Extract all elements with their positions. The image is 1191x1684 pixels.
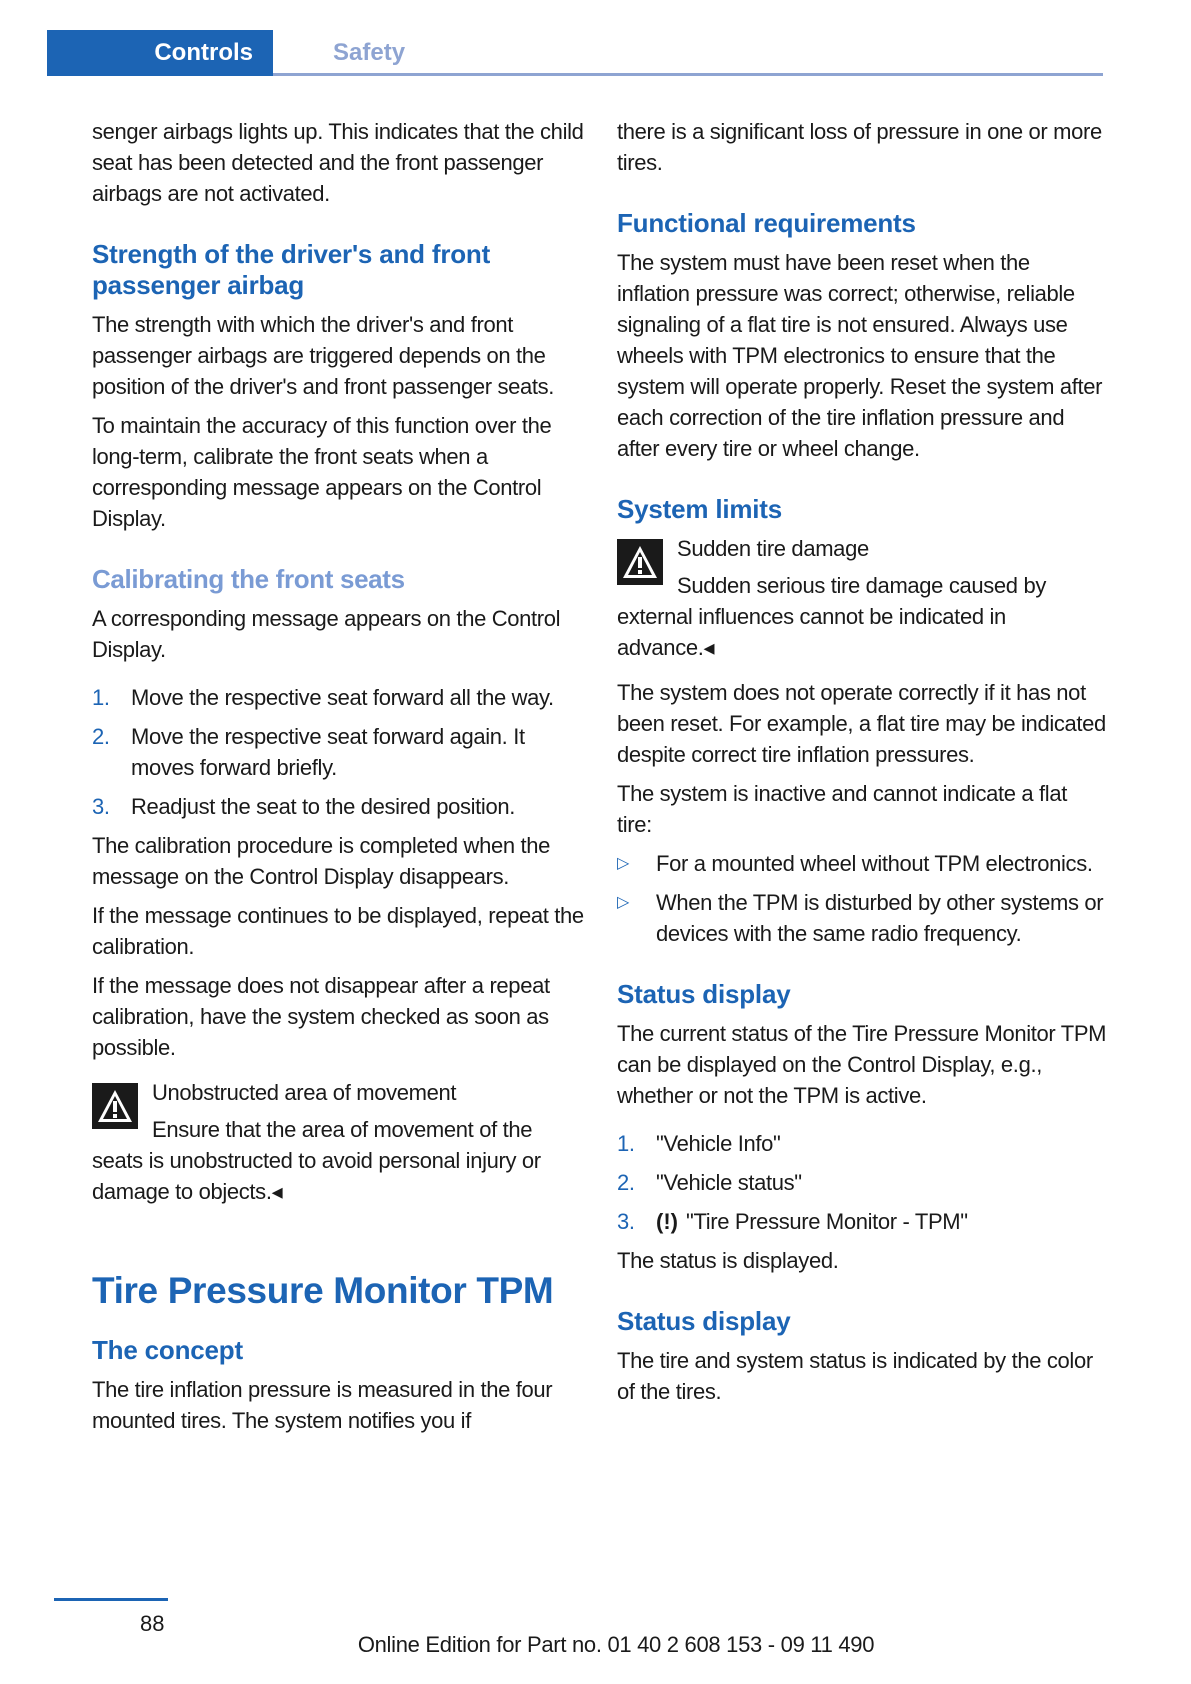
tab-safety: Safety: [333, 39, 406, 66]
step-text: "Tire Pressure Monitor - TPM": [685, 1209, 968, 1234]
list-item: [92, 721, 584, 783]
step-number: 1.: [617, 1131, 635, 1156]
paragraph: senger airbags lights up. This indicates that the child seat has been detected and the front passenger airbags are not activated.: [92, 119, 584, 206]
list-item: [92, 682, 584, 713]
tire-pressure-warning-icon: (!): [656, 1209, 678, 1234]
list-item: [92, 791, 584, 822]
heading-functional-requirements: Functional requirements: [617, 208, 916, 238]
step-text: "Vehicle status": [656, 1170, 802, 1195]
list-item: [617, 887, 1107, 949]
paragraph: The tire and system status is indicated by the color of the tires.: [617, 1348, 1093, 1404]
paragraph: The calibration procedure is completed when the message on the Control Display disappears.: [92, 833, 551, 889]
step-number: 2.: [92, 724, 110, 749]
paragraph: The tire inflation pressure is measured in the four mounted tires. The system notifies you if: [92, 1377, 553, 1433]
list-item: [617, 1128, 1107, 1159]
list-item: [617, 1167, 1107, 1198]
warning-icon: [617, 539, 663, 585]
step-number: 3.: [92, 794, 110, 819]
right-column: [617, 116, 1107, 1415]
edition-note: Online Edition for Part no. 01 40 2 608 153 - 09 11 490: [357, 1632, 875, 1657]
paragraph: The strength with which the driver's and front passenger airbags are triggered depends on the position of the driver's and front passenger seats.: [92, 312, 555, 399]
step-text: Readjust the seat to the desired position.: [131, 794, 515, 819]
warning-text: Sudden serious tire damage caused by external influences cannot be indicated in advance.◂: [617, 573, 1046, 660]
bullet-text: For a mounted wheel without TPM electronics.: [656, 851, 1093, 876]
list-item: [617, 848, 1107, 879]
step-number: 2.: [617, 1170, 635, 1195]
paragraph: The status is displayed.: [617, 1248, 839, 1273]
limits-bullets: [617, 848, 1107, 949]
page-number: 88: [140, 1611, 165, 1636]
heading-concept: The concept: [92, 1335, 243, 1365]
paragraph: there is a significant loss of pressure in one or more tires.: [617, 119, 1102, 175]
warning-box: [617, 533, 1107, 663]
step-number: 1.: [92, 685, 110, 710]
paragraph: The system is inactive and cannot indicate a flat tire:: [617, 781, 1067, 837]
warning-icon: [92, 1083, 138, 1129]
paragraph: If the message does not disappear after a repeat calibration, have the system checked as soon as possible.: [92, 973, 550, 1060]
heading-status-display: Status display: [617, 979, 791, 1009]
left-column: [92, 116, 584, 1444]
footer-rule: [54, 1598, 168, 1601]
paragraph: The system does not operate correctly if it has not been reset. For example, a flat tire may be indicated despite correct tire inflation pressures.: [617, 680, 1106, 767]
warning-title: Unobstructed area of movement: [152, 1080, 457, 1105]
bullet-triangle-icon: ▷: [617, 894, 629, 911]
paragraph: If the message continues to be displayed, repeat the calibration.: [92, 903, 584, 959]
heading-tpm: Tire Pressure Monitor TPM: [92, 1270, 554, 1311]
bullet-text: When the TPM is disturbed by other systems or devices with the same radio frequency.: [656, 890, 1104, 946]
paragraph: The current status of the Tire Pressure Monitor TPM can be displayed on the Control Display, e.g., whether or not the TPM is active.: [617, 1021, 1107, 1108]
step-text: Move the respective seat forward again. It moves forward briefly.: [131, 724, 525, 780]
step-text: "Vehicle Info": [656, 1131, 781, 1156]
list-item: [617, 1206, 1107, 1237]
step-text: Move the respective seat forward all the way.: [131, 685, 554, 710]
heading-status-display-2: Status display: [617, 1306, 791, 1336]
tab-controls: Controls: [47, 30, 273, 76]
warning-title: Sudden tire damage: [677, 536, 869, 561]
step-number: 3.: [617, 1209, 635, 1234]
calibration-steps: [92, 682, 584, 822]
paragraph: To maintain the accuracy of this function over the long-term, calibrate the front seats when a corresponding message appears on the Control Display.: [92, 413, 552, 531]
bullet-triangle-icon: ▷: [617, 855, 629, 872]
warning-text: Ensure that the area of movement of the seats is unobstructed to avoid personal injury or damage to objects.◂: [92, 1117, 541, 1204]
paragraph: A corresponding message appears on the Control Display.: [92, 606, 561, 662]
paragraph: The system must have been reset when the inflation pressure was correct; otherwise, reliable signaling of a flat tire is not ensured. Always use wheels with TPM electronics to ensure that the system will operate properly. Reset the system after each correction of the tire inflation pressure and after every tire or wheel change.: [617, 250, 1103, 461]
status-steps: [617, 1128, 1107, 1237]
heading-calibrating: Calibrating the front seats: [92, 564, 405, 594]
heading-system-limits: System limits: [617, 494, 783, 524]
heading-airbag-strength: Strength of the driver's and front passenger airbag: [92, 239, 491, 300]
warning-box: [92, 1077, 584, 1207]
